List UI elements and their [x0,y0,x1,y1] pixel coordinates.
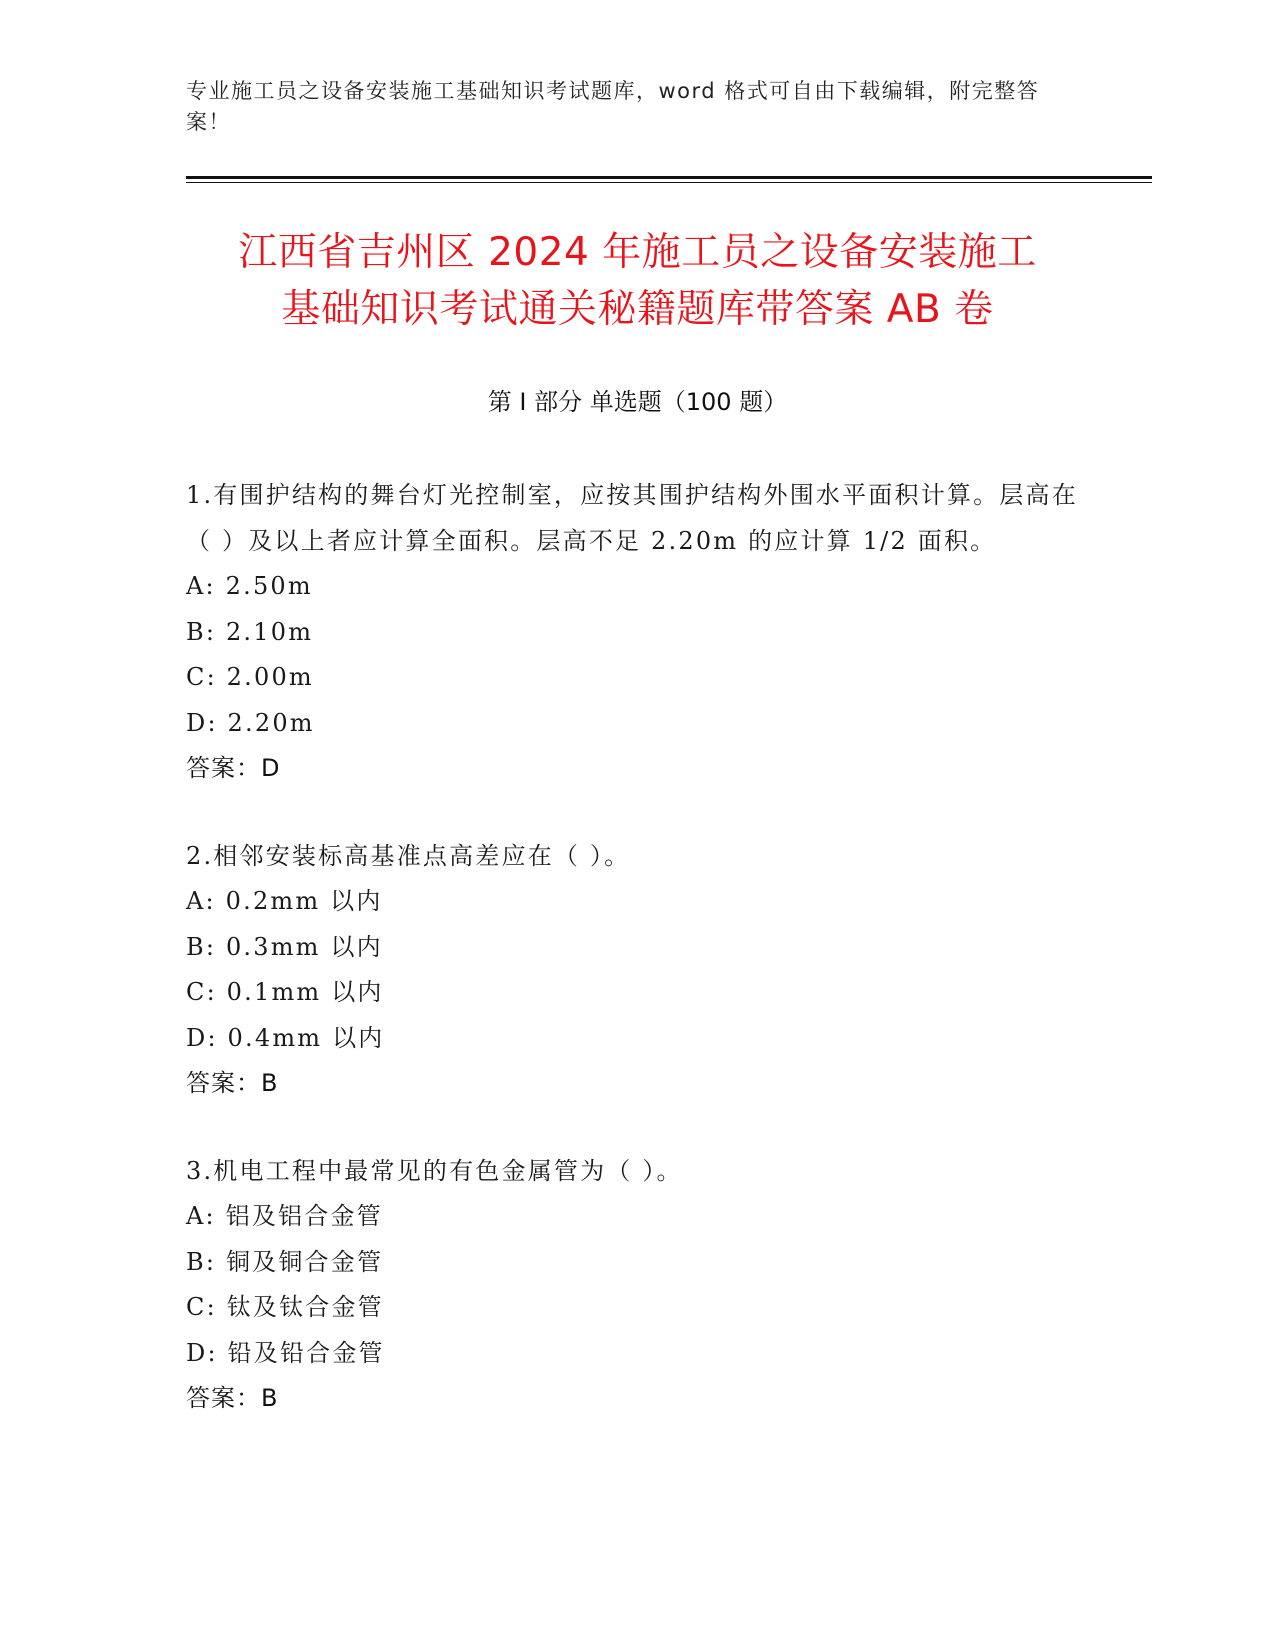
question-answer: 答案：D [186,754,281,782]
question-option-b: B: 2.10m [186,617,314,646]
question-stem: 2.相邻安装标高基准点高差应在（ ）。 [186,841,631,870]
question-stem: 3.机电工程中最常见的有色金属管为（ ）。 [186,1156,683,1185]
question-option-a: A: 2.50m [186,572,313,600]
header-divider-thick [186,176,1152,179]
question-stem: 1.有围护结构的舞台灯光控制室，应按其围护结构外围水平面积计算。层高在（ ）及以上者应计算全面积。层高不足 2.20m 的应计算 1/2 面积。 [186,481,1078,555]
section-heading: 第 I 部分 单选题（100 题） [487,388,788,416]
question-option-a: A: 0.2mm 以内 [186,887,383,915]
question-option-d: D: 铅及铅合金管 [186,1338,385,1367]
question-item [186,473,1086,792]
question-option-d: D: 0.4mm 以内 [186,1023,385,1052]
header-divider-thin [186,182,1152,183]
question-option-c: C: 2.00m [186,663,314,691]
question-option-c: C: 0.1mm 以内 [186,978,384,1006]
question-option-b: B: 0.3mm 以内 [186,932,383,961]
question-answer: 答案：B [186,1069,279,1097]
title-line-1: 江西省吉州区 2024 年施工员之设备安装施工 [238,230,1037,275]
question-option-b: B: 铜及铜合金管 [186,1247,384,1276]
document-title [150,224,1125,338]
question-list [186,473,1086,1464]
question-answer: 答案：B [186,1384,279,1412]
question-item [186,1149,1086,1422]
question-option-d: D: 2.20m [186,708,315,737]
question-option-c: C: 钛及钛合金管 [186,1293,384,1321]
question-option-a: A: 铝及铝合金管 [186,1202,383,1230]
question-item [186,834,1086,1107]
header-note: 专业施工员之设备安装施工基础知识考试题库，word 格式可自由下载编辑，附完整答案！ [186,79,1040,134]
title-line-2: 基础知识考试通关秘籍题库带答案 AB 卷 [281,287,994,332]
